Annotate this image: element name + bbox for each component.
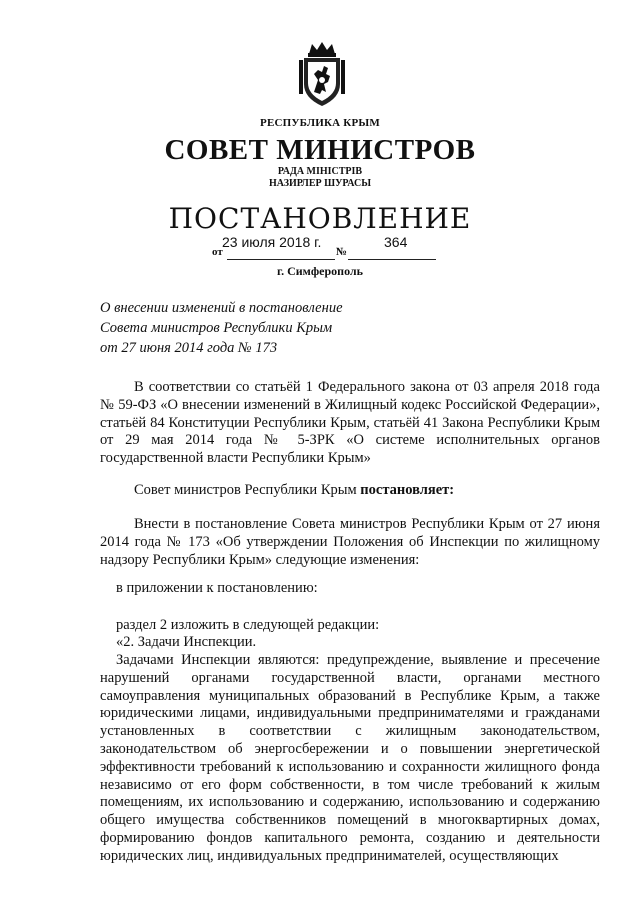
section-line: раздел 2 изложить в следующей редакции: bbox=[116, 617, 380, 633]
decree-number: 364 bbox=[384, 234, 408, 250]
decision-line bbox=[100, 482, 600, 500]
preamble-paragraph: В соответствии со статьёй 1 Федерального закона от 03 апреля 2018 года № 59-ФЗ «О внесении изменений в Жилищный кодекс Российской Федерации», статьёй 84 Конституции Республики Крым, статьёй 41 Закона Республики Крым от 29 мая 2014 года № 5-ЗРК «О системе исполнительных органов государственной власти Республики Крым» bbox=[100, 379, 600, 467]
council-name: СОВЕТ МИНИСТРОВ bbox=[164, 134, 476, 166]
decision-verb: постановляет: bbox=[360, 482, 455, 498]
annex-line: в приложении к постановлению: bbox=[116, 580, 318, 596]
tasks-paragraph: Задачами Инспекции являются: предупреждение, выявление и пресечение нарушений органами государственной власти, органами местного самоуправления муниципальных образований в Республике Крым, а также юридическими лицами, индивидуальными предпринимателями и гражданами установленных в соответствии с жилищным законодательством, законодательством об энергосбережении и о повышении энергетической эффективности требований к использованию и сохранности жилищного фонда независимо от его форм собственности, в том числе требований к жилым помещениям, их использованию и содержанию, использованию и содержанию общего имущества собственников помещений в многоквартирных домах, формированию фондов капитального ремонта, созданию и деятельности юридических лиц, индивидуальных предпринимателей, осуществляющих bbox=[100, 652, 600, 864]
decree-date-number-row bbox=[212, 232, 472, 262]
number-underline bbox=[348, 259, 436, 260]
republic-name: РЕСПУБЛИКА КРЫМ bbox=[260, 117, 380, 129]
decree-city: г. Симферополь bbox=[277, 264, 363, 278]
tasks-heading: «2. Задачи Инспекции. bbox=[116, 634, 257, 650]
decree-title: ПОСТАНОВЛЕНИЕ bbox=[168, 202, 472, 235]
coat-of-arms-icon bbox=[296, 40, 348, 108]
subject-line: от 27 июня 2014 года № 173 bbox=[100, 340, 278, 356]
council-name-crimean-tatar: НАЗИРЛЕР ШУРАСЫ bbox=[268, 178, 372, 189]
date-label: от bbox=[212, 246, 223, 258]
subject-line: Совета министров Республики Крым bbox=[100, 320, 333, 336]
council-name-ukrainian: РАДА МІНІСТРІВ bbox=[277, 166, 363, 177]
decree-date: 23 июля 2018 г. bbox=[222, 234, 322, 250]
number-label: № bbox=[336, 246, 348, 258]
subject-line: О внесении изменений в постановление bbox=[100, 300, 343, 316]
amendment-paragraph: Внести в постановление Совета министров Республики Крым от 27 июня 2014 года № 173 «Об утверждении Положения об Инспекции по жилищному надзору Республики Крым» следующие изменения: bbox=[100, 516, 600, 568]
decision-text: Совет министров Республики Крым bbox=[134, 482, 361, 498]
decree-subject bbox=[100, 298, 343, 358]
date-underline bbox=[227, 259, 335, 260]
